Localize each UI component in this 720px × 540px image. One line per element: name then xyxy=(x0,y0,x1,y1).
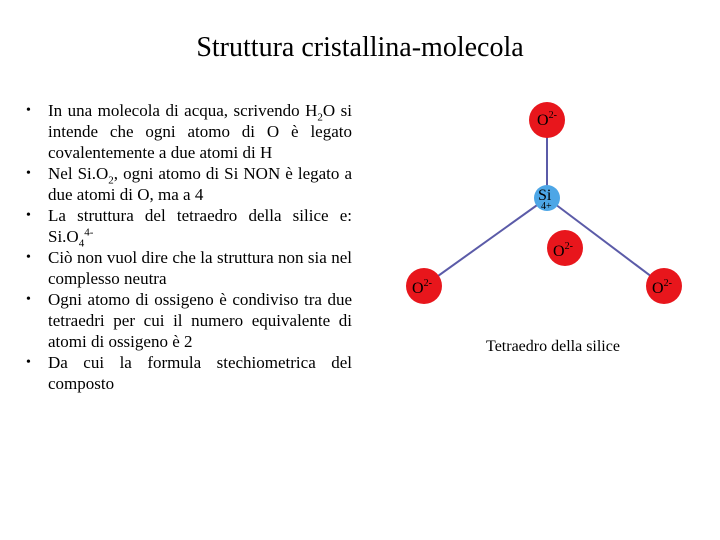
oxygen-label-top: $O^{2-}$ xyxy=(537,110,557,129)
bullet-text: Da cui la formula stechiometrica del composto xyxy=(48,353,352,393)
bullet-marker: • xyxy=(26,166,31,181)
bullet-item xyxy=(22,289,352,352)
bullet-marker: • xyxy=(26,208,31,223)
bond-si-o-left xyxy=(424,198,547,286)
bullet-text: Ogni atomo di ossigeno è condiviso tra due tetraedri per cui il numero equivalente di atomi di ossigeno è 2 xyxy=(48,290,352,351)
oxygen-label-right: $O^{2-}$ xyxy=(652,278,672,297)
oxygen-label-back: $O^{2-}$ xyxy=(553,241,573,260)
bullet-text: , ogni atomo di Si NON è legato a due atomi di O, ma a 4 xyxy=(48,164,352,204)
subscript-text: 2 xyxy=(317,111,323,124)
bullet-marker: • xyxy=(26,292,31,307)
slide-title: Struttura cristallina-molecola xyxy=(196,32,524,63)
bullet-text: In una molecola di acqua, scrivendo H xyxy=(48,101,318,120)
silica-tetrahedron-diagram xyxy=(380,90,700,380)
diagram-caption: Tetraedro della silice xyxy=(486,338,620,355)
bullet-item xyxy=(22,247,352,289)
subscript-text: 4 xyxy=(78,237,85,250)
bullet-text: O si intende che ogni atomo di O è legato covalentemente a due atomi di H xyxy=(48,101,352,162)
bullet-text: La struttura del tetraedro della silice e: Si.O xyxy=(48,206,352,246)
bullet-item xyxy=(22,100,352,163)
bullet-item xyxy=(22,352,352,394)
bullet-marker: • xyxy=(26,103,31,118)
subscript-text: 2 xyxy=(108,174,114,187)
bullet-item xyxy=(22,163,352,205)
bullet-list xyxy=(22,100,352,394)
silicon-label: Si xyxy=(538,187,552,204)
bullet-text: Nel Si.O xyxy=(48,164,109,183)
superscript-text: 4- xyxy=(84,226,94,239)
bullet-text: Ciò non vuol dire che la struttura non sia nel complesso neutra xyxy=(48,248,352,288)
silicon-charge: 4+ xyxy=(541,201,552,212)
oxygen-label-left: $O^{2-}$ xyxy=(412,278,432,297)
bullet-item xyxy=(22,205,352,250)
bullet-marker: • xyxy=(26,355,31,370)
bullet-marker: • xyxy=(26,250,31,265)
